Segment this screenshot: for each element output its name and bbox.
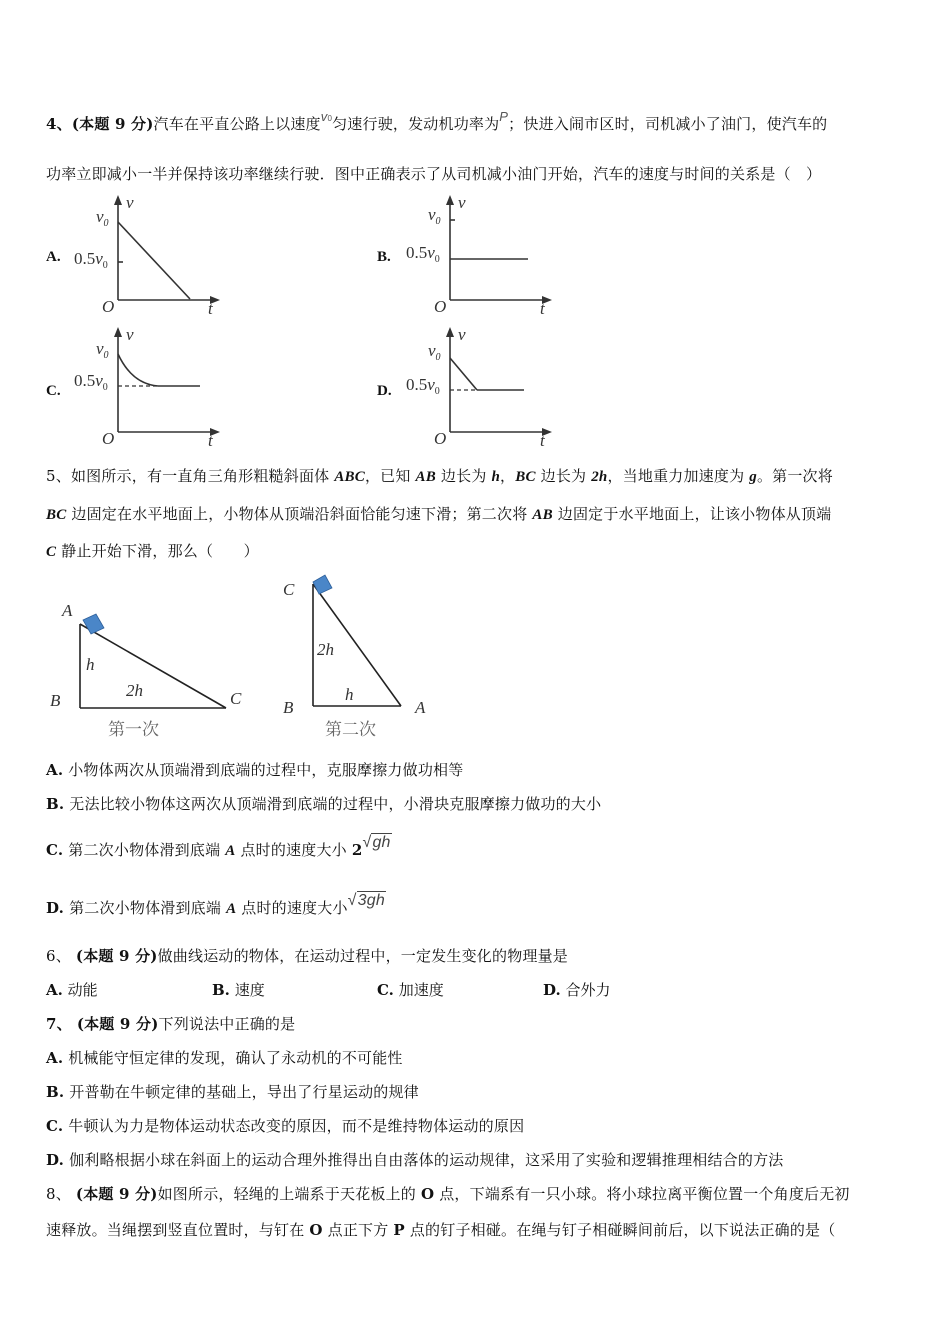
q4-graph-a [70,192,230,314]
q4-option-d-label[interactable]: D. [377,383,392,399]
point-o: O [420,1185,435,1203]
q8-line-1 [46,1184,850,1204]
q4-number: 4、 [46,115,72,133]
q6-text: 做曲线运动的物体，在运动过程中，一定发生变化的物理量是 [157,947,569,965]
math-bc: BC [515,469,536,485]
q7-stem [46,1014,295,1034]
q6-option-d[interactable] [543,980,611,1000]
option-label: C. [46,841,64,859]
q5-option-c[interactable] [46,834,392,861]
q8-text: 点，下端系有一只小球。将小球拉离平衡位置一个角度后无初 [434,1185,850,1203]
option-text: 动能 [67,981,98,999]
block-icon [83,614,104,634]
option-label: B. [46,1083,65,1101]
math-ab: AB [532,507,553,523]
option-label: D. [46,1151,65,1169]
q5-line-1 [46,466,833,487]
math-a: A [226,901,237,917]
option-label: D. [543,981,561,999]
svg-text:2h: 2h [126,681,143,700]
svg-text:A: A [415,698,426,717]
q8-number: 8、 [46,1185,71,1203]
svg-text:C: C [283,580,295,599]
p-symbol: P [499,109,509,124]
sqrt-gh: √gh [362,834,391,851]
svg-text:C: C [230,689,242,708]
q5-text: 静止开始下滑，那么（ ） [56,542,259,560]
coefficient: 2 [351,841,363,859]
svg-text:t: t [208,299,213,314]
option-text: 第二次小物体滑到底端 [69,899,227,917]
q5-option-b[interactable] [46,794,601,814]
point-p: P [393,1221,405,1239]
svg-text:O: O [434,297,447,314]
q5-line-2 [46,504,831,525]
q7-score: (本题 9 分) [76,1015,159,1033]
q8-text: 速释放。当绳摆到竖直位置时，与钉在 [46,1221,310,1239]
figure1-caption: 第一次 [108,720,159,740]
q4-text: ；快进入闹市区时，司机减小了油门，使汽车的 [508,115,828,133]
option-label: C. [377,981,394,999]
option-text: 速度 [234,981,265,999]
q4-option-c-label[interactable]: C. [46,383,61,399]
math-2h: 2h [591,469,608,485]
math-ab: AB [415,469,436,485]
q5-option-a[interactable] [46,760,463,780]
q5-text: 边长为 [435,467,492,485]
svg-text:v0: $v_0$ [96,339,109,361]
svg-text:O: O [102,429,115,446]
option-text: 点时的速度大小 [235,841,352,859]
q7-option-b[interactable] [46,1082,419,1102]
option-label: B. [212,981,230,999]
q4-line-1 [46,109,828,137]
svg-text:v: v [126,325,134,344]
option-label: B. [46,795,65,813]
svg-text:A: A [62,601,73,620]
q5-text: ， [500,467,516,485]
q4-graph-c [70,324,230,446]
option-label: A. [46,761,64,779]
math-bc: BC [46,507,67,523]
v-glyph: v [320,109,328,124]
svg-text:t: t [540,299,545,314]
q5-text: 。第一次将 [756,467,833,485]
v0-symbol [321,109,332,124]
point-o: O [309,1221,323,1239]
math-c: C [46,544,57,560]
q4-option-b-label[interactable]: B. [377,249,391,265]
q7-option-c[interactable] [46,1116,524,1136]
q4-text: 汽车在平直公路上以速度 [153,115,321,133]
option-text: 无法比较小物体这两次从顶端滑到底端的过程中，小滑块克服摩擦力做功的大小 [69,795,602,813]
option-label: D. [46,899,65,917]
svg-text:0.5v0: $0.5v_0$ [406,243,440,265]
v-subscript: 0 [327,114,333,123]
figure2-caption: 第二次 [325,720,376,740]
svg-text:O: O [434,429,447,446]
option-text: 伽利略根据小球在斜面上的运动合理外推得出自由落体的运动规律，这采用了实验和逻辑推理相结合的方法 [69,1151,784,1169]
q7-number: 7、 [46,1015,72,1033]
svg-text:v: v [458,325,466,344]
radicand: gh [372,834,391,851]
option-text: 合外力 [565,981,611,999]
svg-text:O: O [102,297,115,314]
q6-option-c[interactable] [377,980,444,1000]
q5-text: ，已知 [364,467,416,485]
q5-text: 边固定在水平地面上，小物体从顶端沿斜面恰能匀速下滑；第二次将 [66,505,533,523]
option-text: 机械能守恒定律的发现，确认了永动机的不可能性 [68,1049,403,1067]
q6-number: 6、 [46,947,71,965]
q4-graph-b [402,192,562,314]
radicand: 3gh [357,892,385,909]
q6-option-b[interactable] [212,980,265,1000]
q5-figure-second [275,570,445,750]
q4-option-a-label[interactable]: A. [46,249,61,265]
math-abc: ABC [334,469,365,485]
svg-text:v: v [458,193,466,212]
q8-line-2 [46,1220,835,1240]
q8-score: (本题 9 分) [75,1185,158,1203]
q4-text: 匀速行驶，发动机功率为 [332,115,500,133]
math-g: g [749,469,757,485]
q4-line-2: 功率立即减小一半并保持该功率继续行驶．图中正确表示了从司机减小油门开始，汽车的速度与时间的关系是（ ） [46,165,822,183]
svg-text:2h: 2h [317,640,334,659]
svg-text:v0: $v_0$ [428,341,441,363]
q7-option-a[interactable] [46,1048,403,1068]
option-text: 点时的速度大小 [236,899,348,917]
q7-option-d[interactable] [46,1150,783,1170]
svg-text:B: B [50,691,61,710]
sqrt-3gh: √3gh [347,892,385,909]
q6-option-a[interactable] [46,980,98,1000]
option-text: 开普勒在牛顿定律的基础上，导出了行星运动的规律 [69,1083,419,1101]
option-label: A. [46,981,63,999]
svg-text:t: t [208,431,213,446]
q8-text: 点的钉子相碰。在绳与钉子相碰瞬间前后，以下说法正确的是（ [404,1221,836,1239]
q5-option-d[interactable] [46,892,386,919]
svg-text:0.5v0: $0.5v_0$ [74,371,108,393]
svg-text:v: v [126,193,134,212]
math-a: A [225,843,236,859]
option-label: C. [46,1117,64,1135]
math-h: h [491,469,501,485]
option-text: 小物体两次从顶端滑到底端的过程中，克服摩擦力做功相等 [68,761,464,779]
q5-figure-first [40,590,260,750]
svg-text:t: t [540,431,545,446]
q4-graph-d [402,324,562,446]
q5-text: 边长为 [535,467,592,485]
q5-text: 5、如图所示，有一直角三角形粗糙斜面体 [46,467,335,485]
svg-text:v0: $v_0$ [96,207,109,229]
svg-text:v0: $v_0$ [428,205,441,227]
svg-text:B: B [283,698,294,717]
q6-stem [46,946,568,966]
svg-text:0.5v0: $0.5v_0$ [406,375,440,397]
q8-text: 点正下方 [322,1221,394,1239]
q5-line-3 [46,541,259,562]
q5-text: 边固定于水平地面上，让该小物体从顶端 [552,505,832,523]
option-text: 第二次小物体滑到底端 [68,841,226,859]
q6-score: (本题 9 分) [75,947,158,965]
svg-text:0.5v0: $0.5v_0$ [74,249,108,271]
option-label: A. [46,1049,64,1067]
q5-text: ，当地重力加速度为 [607,467,750,485]
option-text: 牛顿认为力是物体运动状态改变的原因，而不是维持物体运动的原因 [68,1117,525,1135]
q4-score: (本题 9 分) [71,115,154,133]
q7-text: 下列说法中正确的是 [158,1015,296,1033]
svg-text:h: h [86,655,95,674]
block-icon [313,575,332,594]
q8-text: 如图所示，轻绳的上端系于天花板上的 [157,1185,421,1203]
option-text: 加速度 [398,981,444,999]
svg-text:h: h [345,685,354,704]
